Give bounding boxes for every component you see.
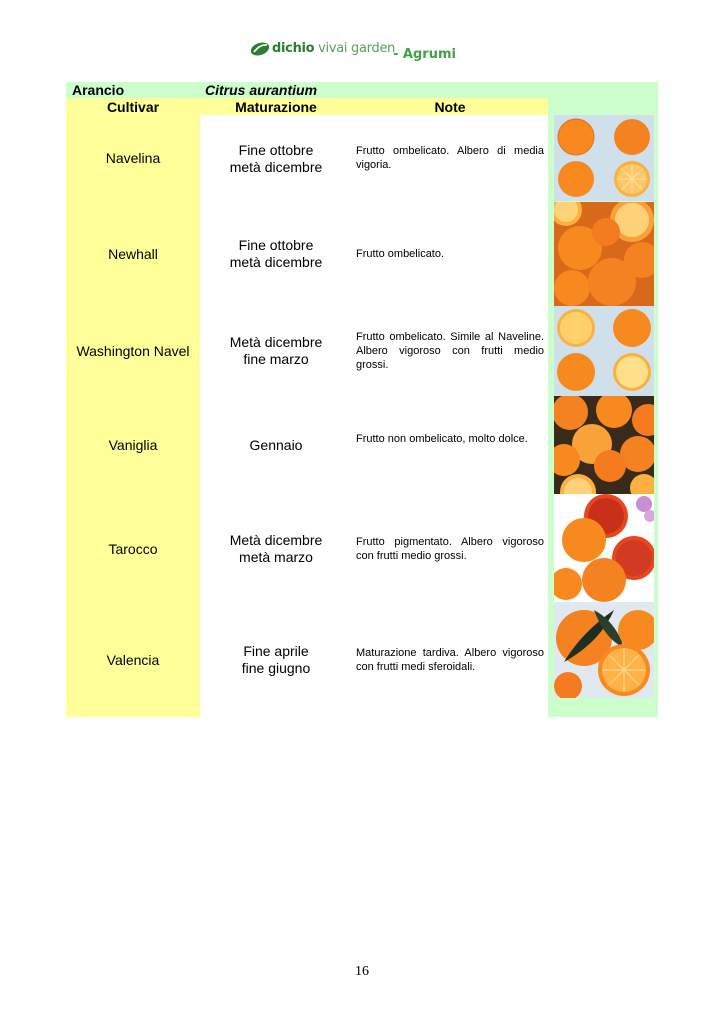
page-header (250, 40, 490, 62)
cultivar-name: Newhall (108, 246, 158, 262)
dichio-logo-icon (250, 42, 270, 56)
cultivar-note: Frutto ombelicato. Albero di media vigoria. (356, 145, 544, 171)
cultivar-name: Navelina (105, 150, 161, 166)
maturation-period: Fine ottobre metà dicembre (229, 237, 323, 270)
content-cells-bg (200, 115, 548, 717)
maturation-period: Metà dicembre fine marzo (229, 334, 323, 367)
cultivar-name: Tarocco (108, 541, 158, 557)
header-row-species (66, 82, 658, 98)
cultivar-table (66, 82, 658, 717)
column-header-cultivar: Cultivar (106, 99, 160, 115)
group-label: Arancio (72, 82, 125, 98)
orange-halves-photo (554, 115, 654, 201)
orange-with-leaves-photo (554, 602, 654, 698)
cultivar-note: Frutto ombelicato. (356, 248, 445, 260)
maturation-period: Fine aprile fine giugno (241, 643, 311, 676)
maturation-period: Gennaio (249, 437, 303, 453)
orange-halves-photo (554, 306, 654, 396)
cultivar-note: Frutto ombelicato. Simile al Naveline. Albero vigoroso con frutti medio grossi. (356, 331, 544, 371)
maturation-period: Fine ottobre metà dicembre (229, 142, 323, 175)
section-title: - Agrumi (393, 47, 456, 62)
cultivar-name: Washington Navel (76, 343, 190, 359)
page-number: 16 (355, 964, 369, 979)
cultivar-note: Frutto non ombelicato, molto dolce. (356, 433, 528, 445)
column-header-notes: Note (434, 99, 466, 115)
blood-orange-photo (554, 494, 654, 602)
column-header-maturation: Maturazione (235, 99, 317, 115)
brand-logo-text: dichio vivai garden (272, 41, 396, 56)
orange-pile-photo (554, 396, 654, 494)
cultivar-name: Valencia (106, 652, 160, 668)
orange-pile-photo (554, 202, 654, 306)
cultivar-note: Frutto pigmentato. Albero vigoroso con frutti medio grossi. (356, 536, 544, 562)
cultivar-column-bg (66, 82, 200, 717)
cultivar-note: Maturazione tardiva. Albero vigoroso con frutti medi sferoidali. (356, 647, 544, 673)
species-name: Citrus aurantium (205, 82, 318, 98)
maturation-period: Metà dicembre metà marzo (229, 532, 323, 565)
cultivar-name: Vaniglia (108, 437, 158, 453)
